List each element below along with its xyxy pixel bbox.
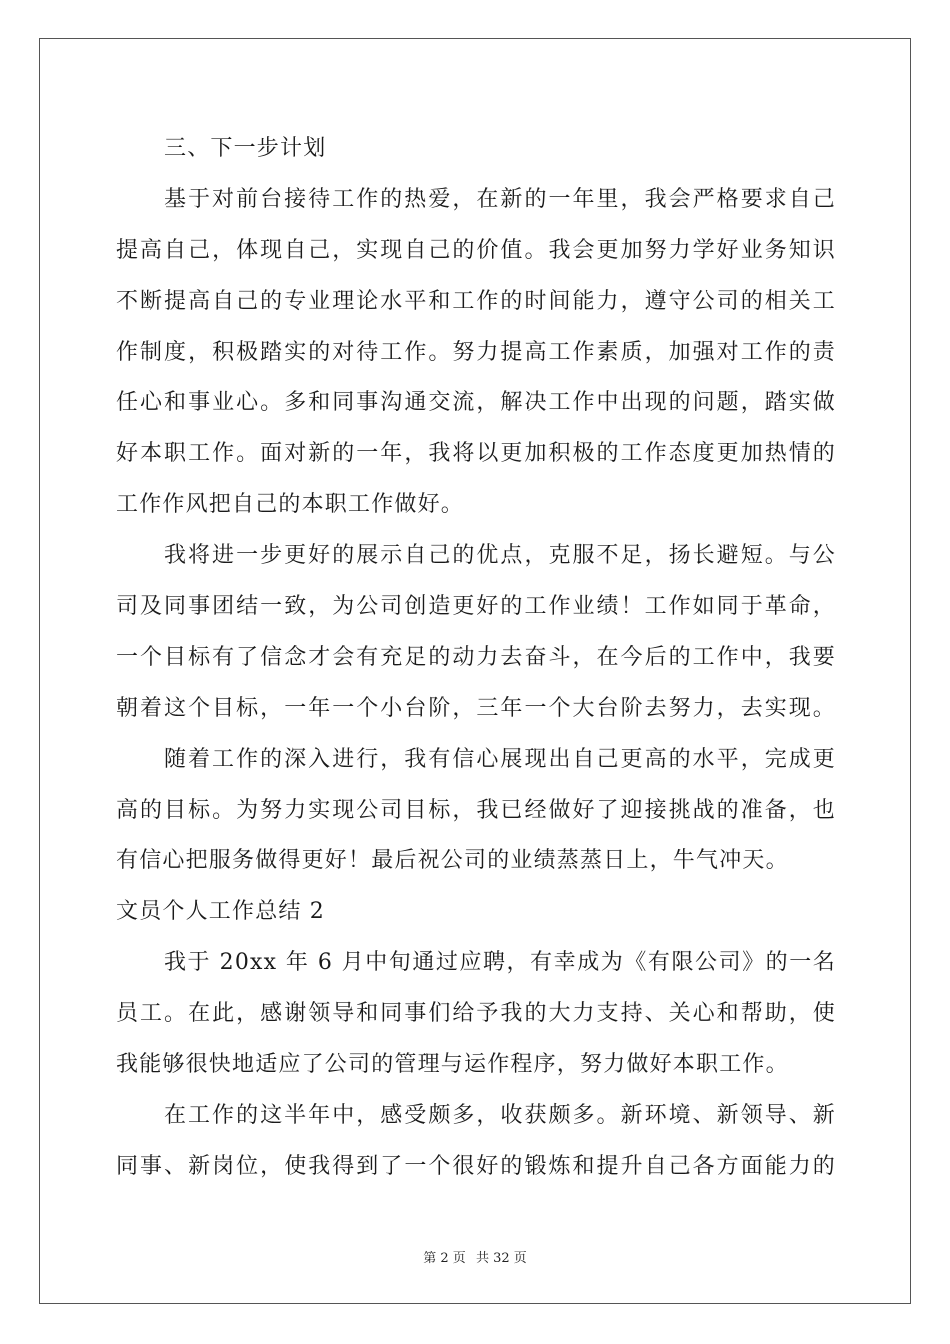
text-line: 高的目标。为努力实现公司目标，我已经做好了迎接挑战的准备，也 bbox=[116, 797, 836, 823]
text-line: 一个目标有了信念才会有充足的动力去奋斗，在今后的工作中，我要 bbox=[116, 644, 836, 670]
section-heading: 三、下一步计划 bbox=[164, 136, 327, 161]
page-number: 第 2 页 bbox=[423, 1251, 466, 1266]
document-body bbox=[116, 124, 836, 1193]
text-line: 司及同事团结一致，为公司创造更好的工作业绩！工作如同于革命， bbox=[116, 594, 836, 620]
paragraph-experience bbox=[116, 1091, 836, 1193]
page-total: 共 32 页 bbox=[475, 1251, 527, 1266]
text-line: 随着工作的深入进行，我有信心展现出自己更高的水平，完成更 bbox=[164, 746, 836, 772]
paragraph-confidence bbox=[116, 735, 836, 888]
article-title: 文员个人工作总结 2 bbox=[116, 899, 325, 925]
text-line: 工作作风把自己的本职工作做好。 bbox=[116, 492, 465, 518]
text-line: 有信心把服务做得更好！最后祝公司的业绩蒸蒸日上，牛气冲天。 bbox=[116, 848, 789, 874]
text-line: 朝着这个目标，一年一个小台阶，三年一个大台阶去努力，去实现。 bbox=[116, 695, 836, 721]
text-line: 作制度，积极踏实的对待工作。努力提高工作素质，加强对工作的责 bbox=[116, 339, 836, 365]
text-line: 员工。在此，感谢领导和同事们给予我的大力支持、关心和帮助，使 bbox=[116, 1001, 836, 1027]
text-line: 我于 20xx 年 6 月中旬通过应聘，有幸成为《有限公司》的一名 bbox=[164, 950, 836, 976]
text-line: 不断提高自己的专业理论水平和工作的时间能力，遵守公司的相关工 bbox=[116, 288, 836, 314]
text-line: 提高自己，体现自己，实现自己的价值。我会更加努力学好业务知识 bbox=[116, 237, 836, 263]
text-line: 我能够很快地适应了公司的管理与运作程序，努力做好本职工作。 bbox=[116, 1052, 789, 1078]
text-line: 好本职工作。面对新的一年，我将以更加积极的工作态度更加热情的 bbox=[116, 441, 836, 467]
text-line: 基于对前台接待工作的热爱，在新的一年里，我会严格要求自己 bbox=[164, 186, 836, 212]
paragraph-intro bbox=[116, 938, 836, 1091]
text-line: 同事、新岗位，使我得到了一个很好的锻炼和提升自己各方面能力的 bbox=[116, 1153, 836, 1179]
text-line: 我将进一步更好的展示自己的优点，克服不足，扬长避短。与公 bbox=[164, 543, 836, 569]
paragraph-plan bbox=[116, 175, 836, 531]
text-line: 任心和事业心。多和同事沟通交流，解决工作中出现的问题，踏实做 bbox=[116, 390, 836, 416]
text-line: 在工作的这半年中，感受颇多，收获颇多。新环境、新领导、新 bbox=[164, 1102, 836, 1128]
page-footer bbox=[0, 1247, 950, 1266]
paragraph-goals bbox=[116, 531, 836, 735]
